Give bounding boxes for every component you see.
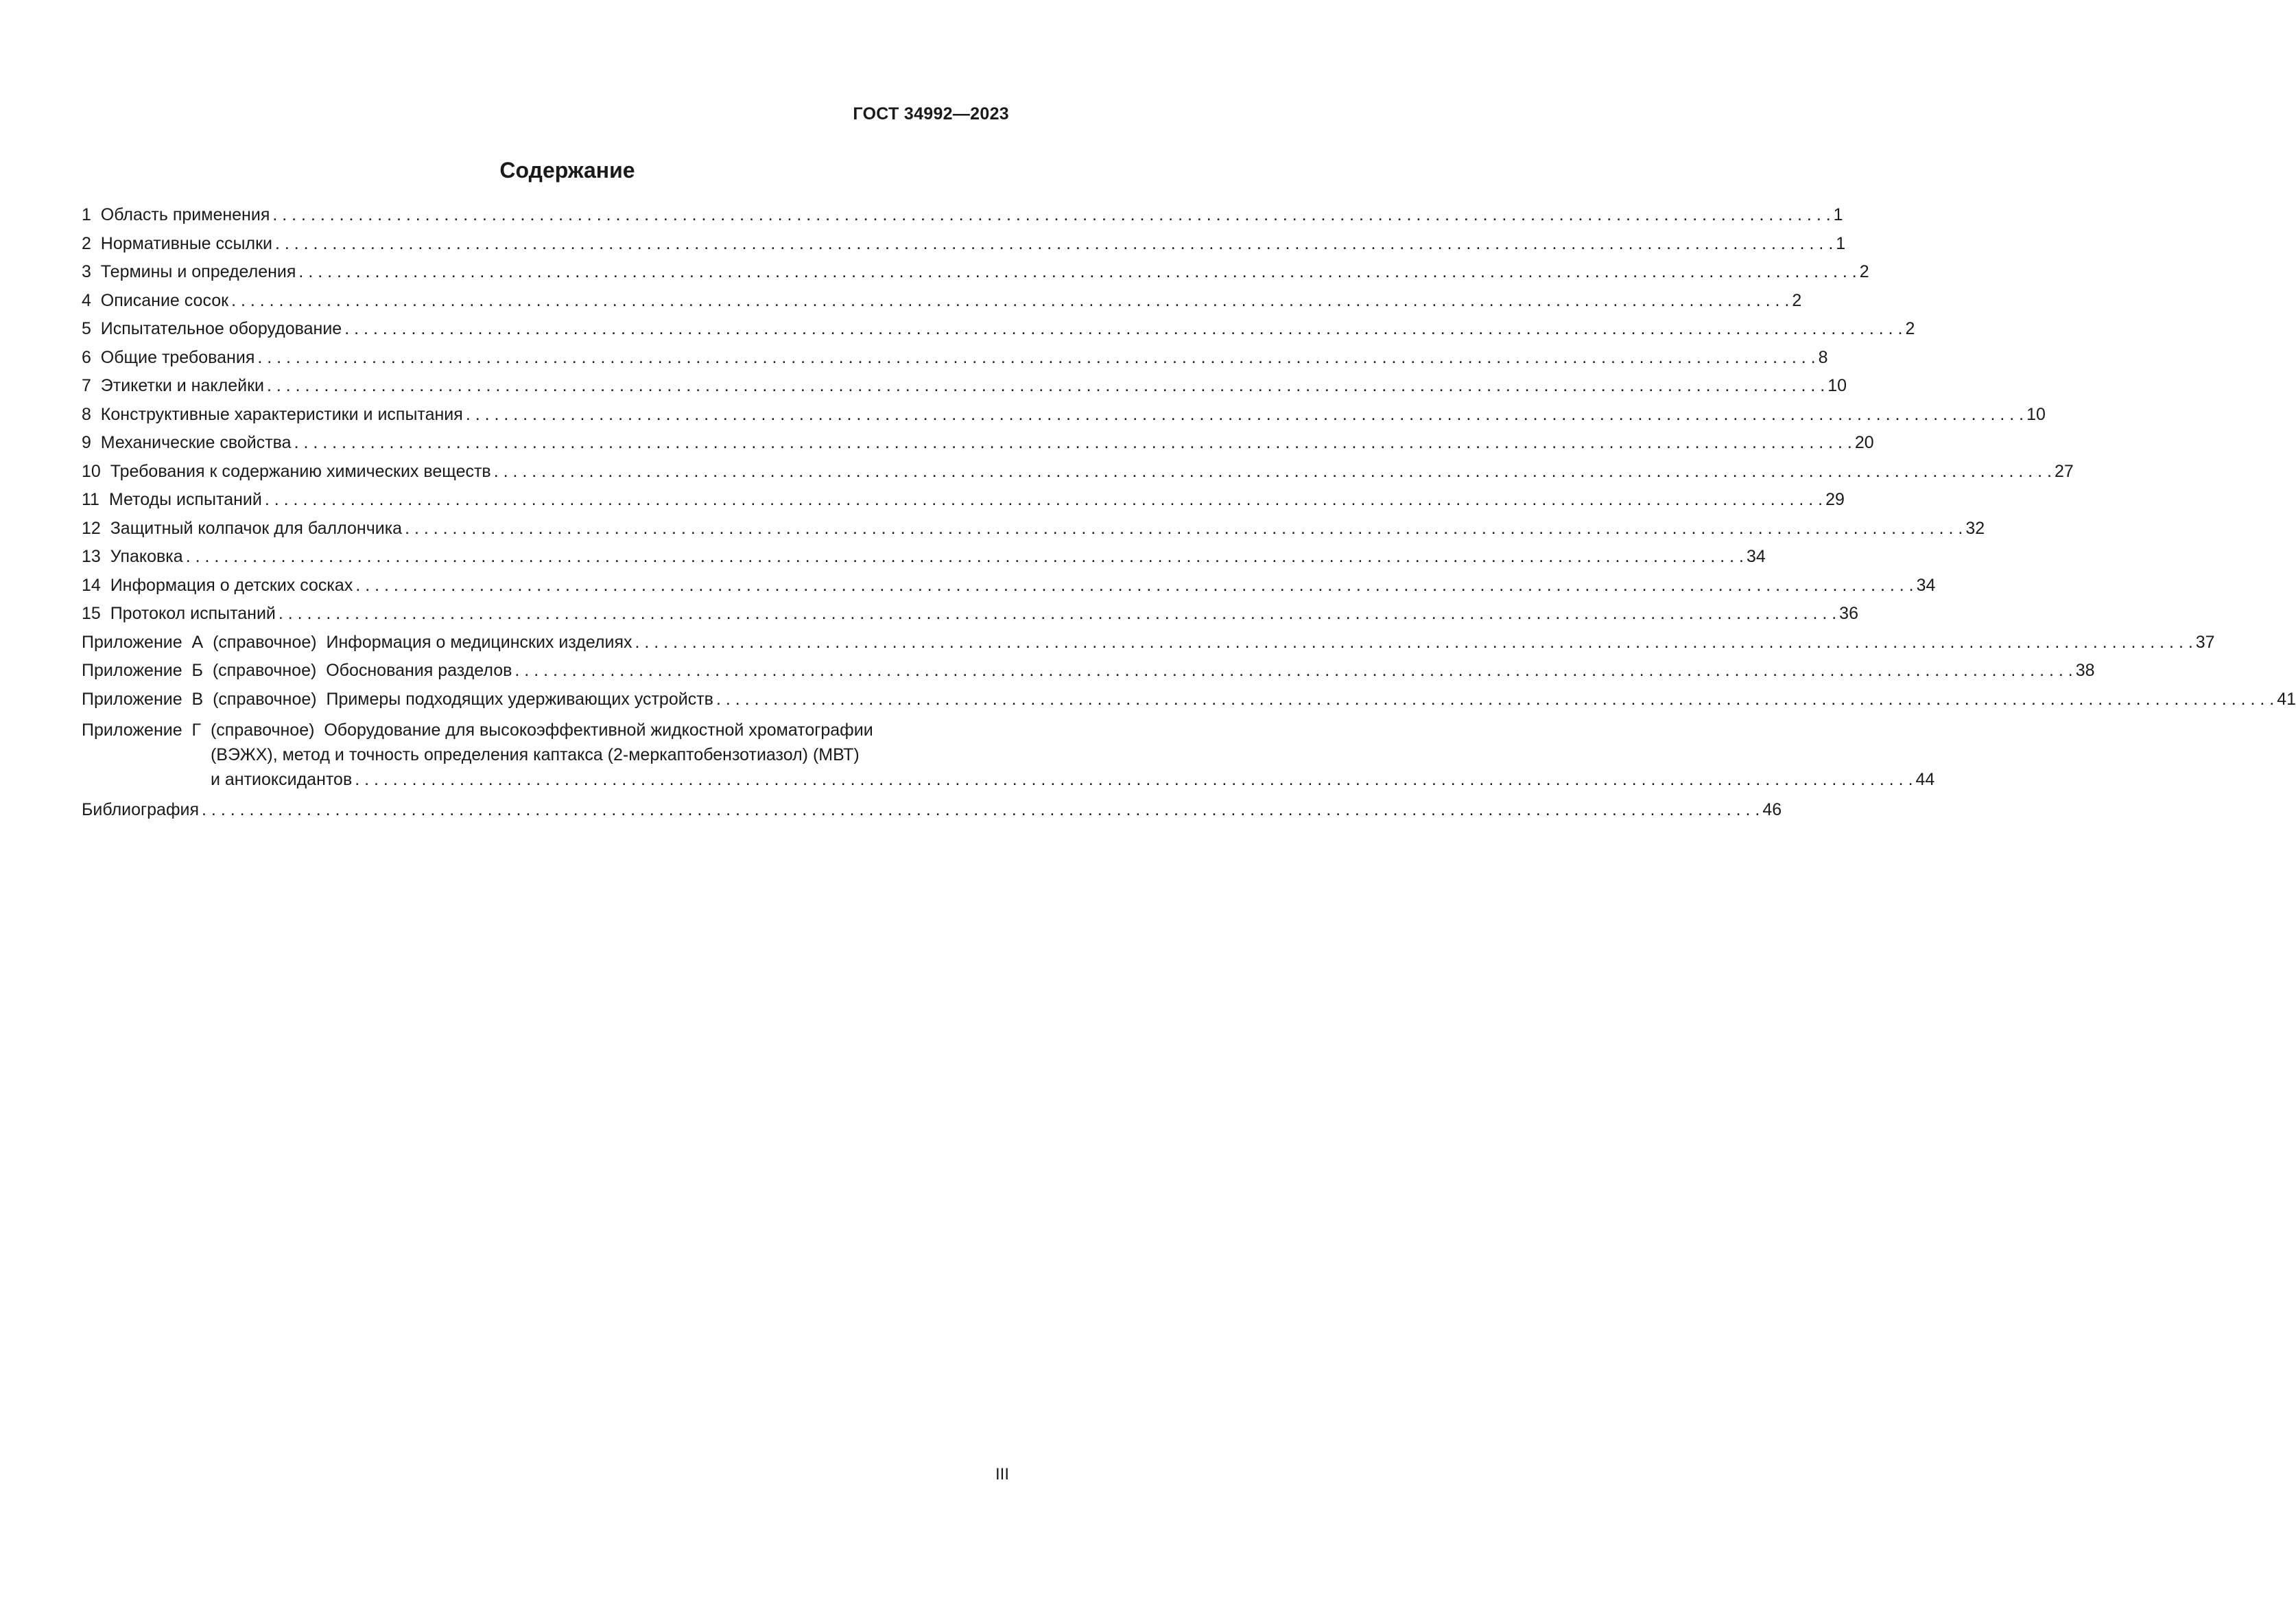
toc-item-text: Приложение Б (справочное) Обоснования разделов [82,661,512,680]
toc-item[interactable] [82,401,2046,430]
toc-leader-dots [231,287,1789,316]
toc-item-text: 3 Термины и определения [82,262,296,281]
toc-item-page: 8 [1818,347,1828,367]
toc-item-text: 10 Требования к содержанию химических веществ [82,461,491,481]
toc-item-text: Приложение В (справочное) Примеры подходящих удерживающих устройств [82,689,713,709]
toc-item[interactable] [82,258,1869,287]
toc-item[interactable] [82,458,2074,487]
toc-leader-dots [279,600,1836,629]
toc-item-page: 2 [1792,290,1802,310]
toc-item-page: 20 [1854,433,1874,452]
toc-item-page: 1 [1836,233,1846,253]
toc-item-page: 44 [1915,770,1935,789]
toc-item-page: 36 [1839,604,1858,623]
toc-leader-dots [466,401,2024,430]
toc-item-page: 2 [1859,262,1869,281]
toc-item-page: 10 [2026,404,2046,424]
toc-leader-dots [355,572,1913,600]
toc-item-text: 2 Нормативные ссылки [82,233,272,253]
toc-item-appendix-g[interactable] [82,718,1935,792]
toc-item[interactable] [82,201,1843,230]
toc-item-appendix[interactable] [82,686,2296,714]
toc-item[interactable] [82,287,1802,316]
toc-leader-dots [257,344,1815,373]
toc-leader-dots [294,429,1852,458]
toc-item[interactable] [82,315,1915,344]
toc-item[interactable] [82,429,1874,458]
toc-item-text: 4 Описание сосок [82,290,229,310]
toc-item-page: 1 [1833,205,1843,224]
toc-item-page: 34 [1746,547,1766,566]
toc-item-page: 38 [2075,661,2095,680]
toc-item-appendix[interactable] [82,629,2215,657]
toc-item[interactable] [82,543,1766,572]
toc-item-text: 9 Механические свойства [82,433,292,452]
toc-item-line: (справочное) Оборудование для высокоэффективной жидкостной хроматографии [210,721,873,740]
toc-item-page: 2 [1905,319,1915,338]
toc-leader-dots [186,543,1744,572]
toc-item-appendix[interactable] [82,657,2095,686]
toc-leader-dots [355,767,1913,792]
toc-item-page: 10 [1827,376,1847,395]
toc-item-text: Приложение А (справочное) Информация о медицинских изделиях [82,632,632,652]
toc-item-page: 46 [1762,800,1782,819]
toc-item[interactable] [82,515,1985,543]
toc-item-page: 34 [1916,575,1936,595]
toc-item-page: 27 [2055,461,2074,481]
toc-leader-dots [275,230,1833,259]
table-of-contents [82,201,2296,825]
toc-item-bibliography[interactable] [82,796,1782,825]
toc-leader-dots [494,458,2052,487]
toc-leader-dots [405,515,1963,543]
toc-item-text: 6 Общие требования [82,347,255,367]
toc-item-page: 41 [2277,689,2296,709]
toc-item-text: 12 Защитный колпачок для баллончика [82,518,403,538]
toc-item-text: 15 Протокол испытаний [82,604,276,623]
toc-leader-dots [635,629,2193,657]
toc-item-text: 7 Этикетки и наклейки [82,376,264,395]
toc-item-page: 32 [1965,518,1985,538]
toc-item[interactable] [82,372,1847,401]
toc-item-text: 1 Область применения [82,205,270,224]
toc-item-last-line [211,767,1934,792]
toc-item-text: 11 Методы испытаний [82,490,262,509]
toc-item[interactable] [82,486,1845,515]
toc-item-body [211,718,1934,792]
toc-leader-dots [344,315,1902,344]
toc-leader-dots [272,201,1830,230]
toc-leader-dots [716,686,2274,714]
toc-item-text: 14 Информация о детских сосках [82,575,353,595]
document-code: ГОСТ 34992—2023 [853,104,1009,124]
toc-leader-dots [298,258,1856,287]
toc-leader-dots [267,372,1825,401]
toc-item-line: (ВЭЖХ), метод и точность определения каптакса (2-меркаптобензотиазол) (МВТ) [210,745,860,764]
toc-leader-dots [202,796,1760,825]
toc-item-text: 8 Конструктивные характеристики и испытания [82,404,463,424]
toc-leader-dots [514,657,2072,686]
toc-item-text: 13 Упаковка [82,547,183,566]
toc-item-page: 37 [2195,632,2215,652]
toc-leader-dots [265,486,1823,515]
toc-item[interactable] [82,344,1828,373]
toc-item-prefix: Приложение Г [82,721,211,740]
toc-item-page: 29 [1825,490,1845,509]
toc-item-line: и антиоксидантов [210,770,353,789]
toc-item-text: Библиография [82,800,200,819]
toc-item[interactable] [82,572,1936,600]
page-number: III [995,1465,1009,1484]
toc-title: Содержание [499,158,635,183]
toc-item[interactable] [82,230,1846,259]
toc-item[interactable] [82,600,1858,629]
toc-item-text: 5 Испытательное оборудование [82,319,342,338]
